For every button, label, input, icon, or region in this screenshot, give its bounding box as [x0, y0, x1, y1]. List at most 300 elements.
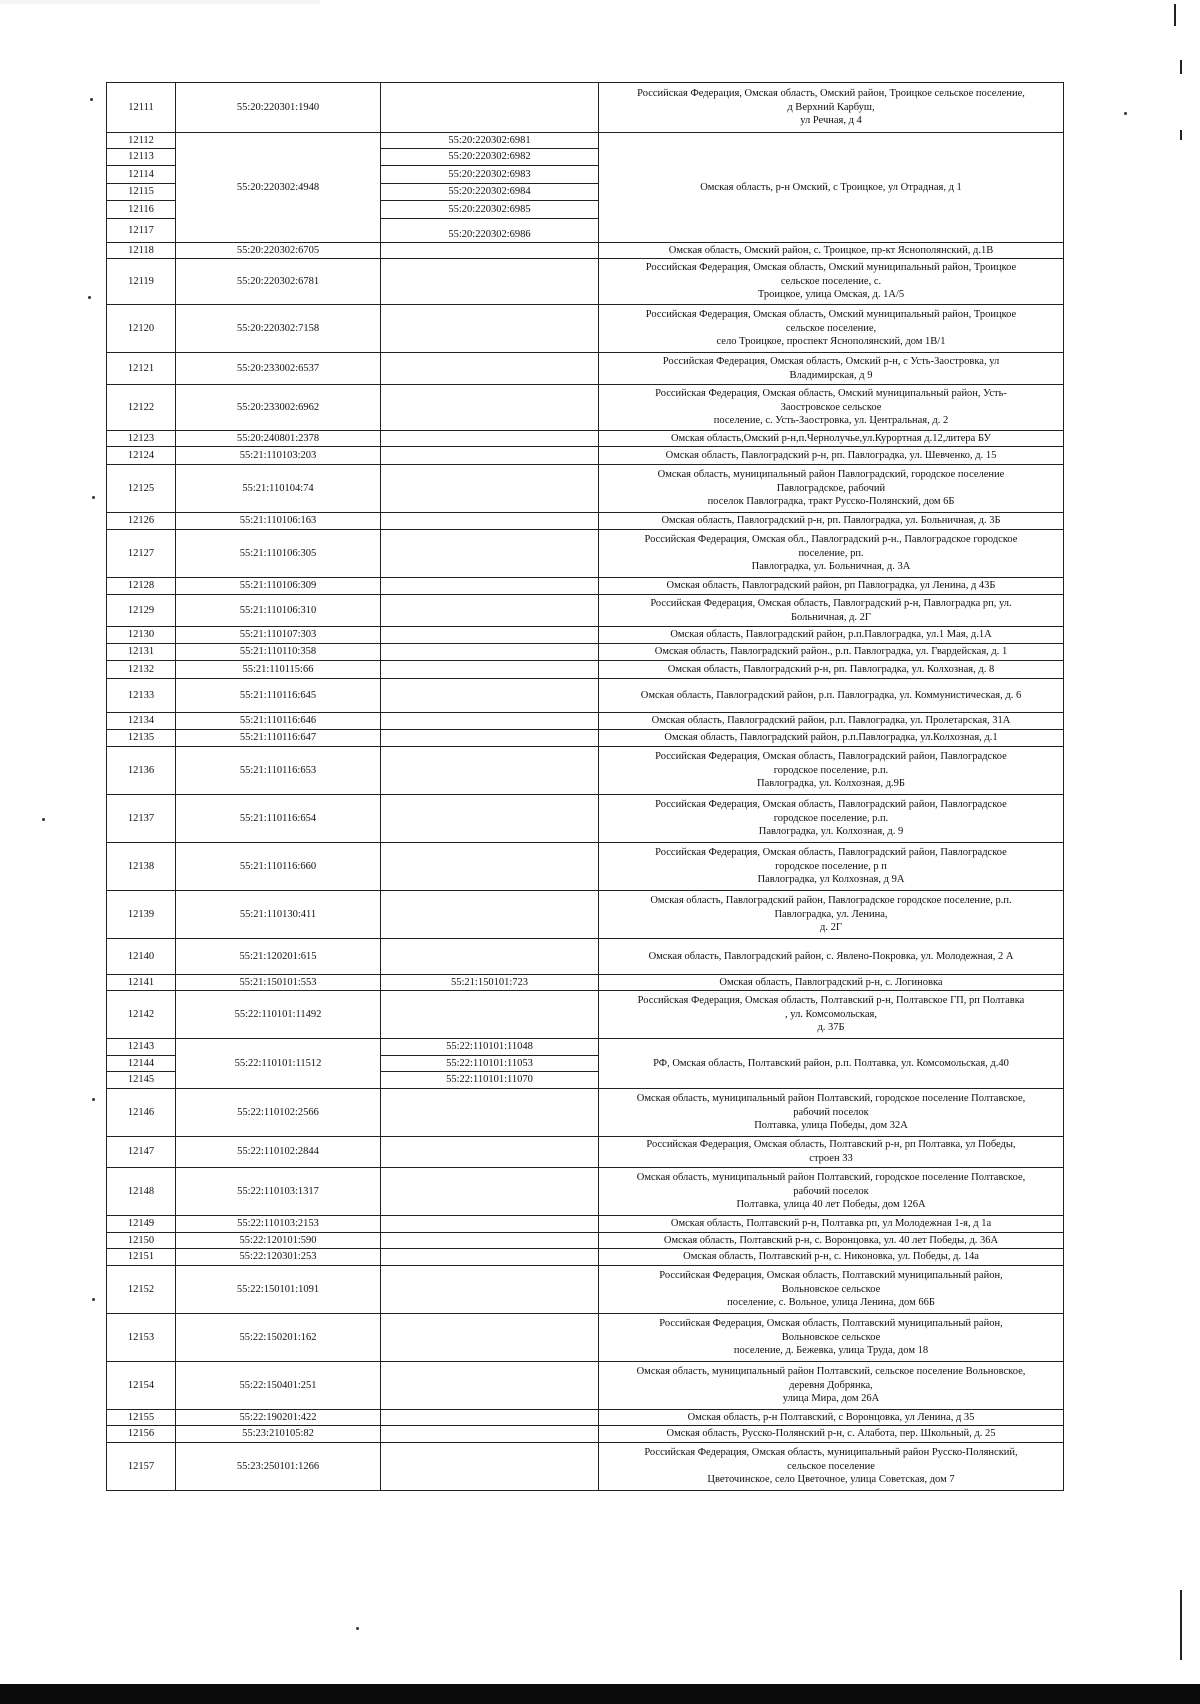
related-cadastral-number — [381, 991, 599, 1039]
table-row — [107, 1314, 1064, 1362]
cadastral-number: 55:21:110106:163 — [176, 513, 381, 530]
row-number: 12147 — [107, 1137, 176, 1168]
row-number: 12131 — [107, 644, 176, 661]
address-cell — [599, 83, 1064, 133]
row-number: 12143 — [107, 1039, 176, 1056]
address-cell — [599, 891, 1064, 939]
address-cell — [599, 1362, 1064, 1410]
cadastral-number: 55:21:110116:647 — [176, 730, 381, 747]
address-cell — [599, 843, 1064, 891]
cadastral-number: 55:23:250101:1266 — [176, 1443, 381, 1491]
address-line: Полтавка, улица 40 лет Победы, дом 126А — [736, 1199, 926, 1211]
address-line: Омская область, Павлоградский район, р.п. Павлоградка, ул. Коммунистическая, д. 6 — [640, 689, 1022, 701]
related-cadastral-number: 55:22:110101:11053 — [381, 1056, 599, 1072]
related-cadastral-number: 55:22:110101:11048 — [381, 1039, 599, 1056]
row-number: 12128 — [107, 578, 176, 595]
row-number: 12114 — [107, 166, 176, 184]
row-number: 12111 — [107, 83, 176, 133]
table-row — [107, 431, 1064, 447]
address-line: Омская область, Русско-Полянский р-н, с. Алабота, пер. Школьный, д. 25 — [666, 1428, 996, 1440]
table-row — [107, 939, 1064, 975]
related-cadastral-number — [381, 1137, 599, 1168]
table-row — [107, 578, 1064, 595]
row-number: 12157 — [107, 1443, 176, 1491]
address-cell — [599, 578, 1064, 595]
row-number: 12125 — [107, 465, 176, 513]
row-number: 12156 — [107, 1426, 176, 1443]
row-number: 12138 — [107, 843, 176, 891]
address-line: Российская Федерация, Омская обл., Павлоградский р-н., Павлоградское городское — [644, 534, 1018, 546]
related-cadastral-number: 55:20:220302:6983 — [381, 166, 599, 184]
row-number: 12118 — [107, 243, 176, 259]
table-row — [107, 975, 1064, 991]
cadastral-number: 55:21:110103:203 — [176, 447, 381, 465]
address-line: Омская область, Павлоградский район, рп Павлоградка, ул Ленина, д 43Б — [666, 580, 996, 592]
related-cadastral-number — [381, 1426, 599, 1443]
address-line: Омская область, Павлоградский район., р.п. Павлоградка, ул. Гвардейская, д. 1 — [654, 646, 1008, 658]
address-line: Российская Федерация, Омская область, Павлоградский р-н, Павлоградка рп, ул. — [650, 597, 1012, 609]
cadastral-number: 55:22:110102:2566 — [176, 1089, 381, 1137]
table-row — [107, 1089, 1064, 1137]
address-line: Российская Федерация, Омская область, Полтавский муниципальный район, — [659, 1318, 1003, 1330]
table-row — [107, 1039, 1064, 1056]
address-line: Омская область, Павлоградский район, р.п.Павлоградка, ул.Колхозная, д.1 — [664, 732, 998, 744]
table-row — [107, 679, 1064, 713]
table-row — [107, 1216, 1064, 1233]
cadastral-number: 55:22:150201:162 — [176, 1314, 381, 1362]
cadastral-number: 55:21:110106:305 — [176, 530, 381, 578]
address-line: поселение, с. Усть-Заостровка, ул. Центральная, д. 2 — [713, 415, 949, 427]
row-number: 12116 — [107, 201, 176, 219]
related-cadastral-number: 55:20:220302:6982 — [381, 149, 599, 166]
address-line: Российская Федерация, Омская область, Павлоградский район, Павлоградское — [655, 751, 1007, 763]
address-line: Российская Федерация, Омская область, Омский муниципальный район, Троицкое — [645, 262, 1017, 274]
address-cell — [599, 1249, 1064, 1266]
row-number: 12140 — [107, 939, 176, 975]
cadastral-number: 55:21:120201:615 — [176, 939, 381, 975]
table-row — [107, 730, 1064, 747]
row-number: 12126 — [107, 513, 176, 530]
table-row — [107, 133, 1064, 149]
address-line: Омская область, Полтавский р-н, Полтавка рп, ул Молодежная 1-я, д 1а — [670, 1218, 992, 1230]
row-number: 12133 — [107, 679, 176, 713]
related-cadastral-number — [381, 627, 599, 644]
address-cell — [599, 1314, 1064, 1362]
address-line: Омская область, р-н Полтавский, с Воронцовка, ул Ленина, д 35 — [687, 1411, 975, 1423]
related-cadastral-number — [381, 447, 599, 465]
address-line: Вольновское сельское — [781, 1331, 881, 1343]
address-line: Павлоградка, ул. Больничная, д. 3А — [751, 561, 911, 573]
table-row — [107, 713, 1064, 730]
address-cell — [599, 1039, 1064, 1089]
address-line: Павлоградское, рабочий — [776, 482, 886, 494]
table-row — [107, 465, 1064, 513]
address-cell — [599, 975, 1064, 991]
table-row — [107, 1426, 1064, 1443]
address-line: д. 2Г — [820, 922, 842, 934]
cadastral-number: 55:21:110106:309 — [176, 578, 381, 595]
table-row — [107, 795, 1064, 843]
row-number: 12135 — [107, 730, 176, 747]
address-cell — [599, 679, 1064, 713]
table-row — [107, 891, 1064, 939]
address-line: Омская область, Павлоградский район, с. Явлено-Покровка, ул. Молодежная, 2 А — [648, 950, 1014, 962]
related-cadastral-number — [381, 431, 599, 447]
address-line: , ул. Комсомольская, — [785, 1008, 877, 1020]
address-line: Заостровское сельское — [780, 401, 882, 413]
table-row — [107, 1137, 1064, 1168]
address-line: сельское поселение — [787, 1460, 875, 1472]
row-number: 12146 — [107, 1089, 176, 1137]
address-cell — [599, 353, 1064, 385]
address-line: Российская Федерация, Омская область, Омский район, Троицкое сельское поселение, — [637, 88, 1025, 100]
table-row — [107, 530, 1064, 578]
row-number: 12120 — [107, 305, 176, 353]
table-row — [107, 305, 1064, 353]
scan-bottom-edge — [0, 1684, 1200, 1704]
table-row — [107, 1410, 1064, 1426]
address-line: сельское поселение, с. — [780, 275, 882, 287]
address-line: Владимирская, д 9 — [789, 369, 873, 381]
address-line: Омская область, Полтавский р-н, с. Воронцовка, ул. 40 лет Победы, д. 36А — [663, 1234, 999, 1246]
address-line: Павлоградка, ул. Колхозная, д. 9 — [758, 826, 904, 838]
table-row — [107, 1443, 1064, 1491]
address-cell — [599, 939, 1064, 975]
address-line: Российская Федерация, Омская область, Полтавский р-н, Полтавское ГП, рп Полтавка — [637, 995, 1025, 1007]
address-cell — [599, 627, 1064, 644]
related-cadastral-number — [381, 1168, 599, 1216]
row-number: 12139 — [107, 891, 176, 939]
cadastral-number: 55:22:110102:2844 — [176, 1137, 381, 1168]
address-line: Омская область, Павлоградский р-н, рп. Павлоградка, ул. Больничная, д. 3Б — [661, 515, 1001, 527]
related-cadastral-number — [381, 891, 599, 939]
address-line: Омская область, Павлоградский р-н, рп. Павлоградка, ул. Шевченко, д. 15 — [665, 449, 997, 461]
cadastral-number: 55:20:220302:6705 — [176, 243, 381, 259]
address-cell — [599, 133, 1064, 243]
table-row — [107, 1168, 1064, 1216]
address-line: деревня Добрянка, — [789, 1379, 873, 1391]
cadastral-number: 55:23:210105:82 — [176, 1426, 381, 1443]
cadastral-number: 55:21:110116:654 — [176, 795, 381, 843]
address-line: Омская область, Полтавский р-н, с. Никоновка, ул. Победы, д. 14а — [683, 1251, 979, 1263]
cadastral-number: 55:22:110101:11492 — [176, 991, 381, 1039]
address-cell — [599, 243, 1064, 259]
address-line: Омская область,Омский р-н,п.Чернолучье,ул.Курортная д.12,литера БУ — [670, 432, 992, 444]
row-number: 12152 — [107, 1266, 176, 1314]
address-cell — [599, 1089, 1064, 1137]
address-line: Омская область, муниципальный район Полтавский, городское поселение Полтавское, — [636, 1172, 1026, 1184]
row-number: 12155 — [107, 1410, 176, 1426]
related-cadastral-number — [381, 243, 599, 259]
row-number: 12145 — [107, 1072, 176, 1089]
cadastral-number: 55:21:110116:645 — [176, 679, 381, 713]
cadastral-number: 55:22:190201:422 — [176, 1410, 381, 1426]
row-number: 12119 — [107, 259, 176, 305]
row-number: 12153 — [107, 1314, 176, 1362]
related-cadastral-number — [381, 595, 599, 627]
row-number: 12112 — [107, 133, 176, 149]
address-line: д. 37Б — [817, 1022, 845, 1034]
row-number: 12122 — [107, 385, 176, 431]
cadastral-table — [106, 82, 1064, 1491]
address-cell — [599, 530, 1064, 578]
cadastral-number: 55:22:150101:1091 — [176, 1266, 381, 1314]
cadastral-number: 55:21:110130:411 — [176, 891, 381, 939]
row-number: 12117 — [107, 219, 176, 243]
table-row — [107, 243, 1064, 259]
table-row — [107, 513, 1064, 530]
cadastral-number: 55:21:110104:74 — [176, 465, 381, 513]
table-row — [107, 747, 1064, 795]
related-cadastral-number — [381, 1249, 599, 1266]
address-line: поселение, с. Вольное, улица Ленина, дом 66Б — [727, 1297, 935, 1309]
address-line: Омская область, Омский район, с. Троицкое, пр-кт Яснополянский, д.1В — [668, 244, 994, 256]
address-cell — [599, 305, 1064, 353]
address-cell — [599, 1443, 1064, 1491]
scan-top-edge — [0, 0, 320, 4]
row-number: 12141 — [107, 975, 176, 991]
cadastral-number: 55:20:220302:7158 — [176, 305, 381, 353]
address-cell — [599, 1426, 1064, 1443]
cadastral-number: 55:20:220302:6781 — [176, 259, 381, 305]
related-cadastral-number — [381, 644, 599, 661]
cadastral-number: 55:22:150401:251 — [176, 1362, 381, 1410]
address-line: д Верхний Карбуш, — [787, 101, 875, 113]
table-row — [107, 1266, 1064, 1314]
address-line: Российская Федерация, Омская область, Омский муниципальный район, Троицкое — [645, 309, 1017, 321]
row-number: 12149 — [107, 1216, 176, 1233]
related-cadastral-number — [381, 795, 599, 843]
row-number: 12127 — [107, 530, 176, 578]
address-line: городское поселение, р.п. — [773, 764, 889, 776]
related-cadastral-number — [381, 513, 599, 530]
related-cadastral-number: 55:20:220302:6984 — [381, 184, 599, 201]
scan-edge-mark — [1174, 4, 1176, 26]
table-row — [107, 447, 1064, 465]
related-cadastral-number: 55:22:110101:11070 — [381, 1072, 599, 1089]
address-line: Российская Федерация, Омская область, Павлоградский район, Павлоградское — [655, 799, 1007, 811]
address-line: Павлоградка, ул. Колхозная, д.9Б — [757, 778, 905, 790]
address-line: поселение, рп. — [798, 547, 864, 559]
address-line: Павлоградка, ул. Ленина, — [774, 908, 888, 920]
address-cell — [599, 1216, 1064, 1233]
related-cadastral-number: 55:21:150101:723 — [381, 975, 599, 991]
table-row — [107, 259, 1064, 305]
cadastral-number: 55:20:220302:4948 — [176, 133, 381, 243]
address-cell — [599, 1233, 1064, 1249]
row-number: 12148 — [107, 1168, 176, 1216]
related-cadastral-number — [381, 1216, 599, 1233]
address-line: Омская область, муниципальный район Павлоградский, городское поселение — [657, 469, 1005, 481]
address-line: Троицкое, улица Омская, д. 1А/5 — [757, 289, 905, 301]
address-cell — [599, 730, 1064, 747]
cadastral-number: 55:21:110110:358 — [176, 644, 381, 661]
row-number: 12154 — [107, 1362, 176, 1410]
address-line: городское поселение, р.п. — [773, 812, 889, 824]
cadastral-number: 55:20:233002:6962 — [176, 385, 381, 431]
row-number: 12150 — [107, 1233, 176, 1249]
table-row — [107, 991, 1064, 1039]
address-cell — [599, 1410, 1064, 1426]
address-line: ул Речная, д 4 — [800, 115, 862, 127]
row-number: 12132 — [107, 661, 176, 679]
cadastral-number: 55:21:110116:660 — [176, 843, 381, 891]
related-cadastral-number — [381, 1314, 599, 1362]
address-cell — [599, 1168, 1064, 1216]
address-cell — [599, 644, 1064, 661]
table-row — [107, 385, 1064, 431]
row-number: 12136 — [107, 747, 176, 795]
cadastral-number: 55:22:120101:590 — [176, 1233, 381, 1249]
table-row — [107, 644, 1064, 661]
related-cadastral-number — [381, 83, 599, 133]
table-row — [107, 843, 1064, 891]
cadastral-number: 55:22:110101:11512 — [176, 1039, 381, 1089]
table-row — [107, 627, 1064, 644]
table-row — [107, 595, 1064, 627]
row-number: 12137 — [107, 795, 176, 843]
table-row — [107, 353, 1064, 385]
related-cadastral-number — [381, 259, 599, 305]
related-cadastral-number — [381, 1089, 599, 1137]
address-cell — [599, 661, 1064, 679]
related-cadastral-number — [381, 679, 599, 713]
address-line: городское поселение, р п — [775, 860, 887, 872]
address-line: рабочий поселок — [793, 1185, 869, 1197]
address-cell — [599, 447, 1064, 465]
address-line: село Троицкое, проспект Яснополянский, дом 1В/1 — [716, 336, 946, 348]
address-cell — [599, 259, 1064, 305]
address-line: Вольновское сельское — [781, 1283, 881, 1295]
address-cell — [599, 595, 1064, 627]
cadastral-number: 55:21:110115:66 — [176, 661, 381, 679]
cadastral-number: 55:22:110103:1317 — [176, 1168, 381, 1216]
related-cadastral-number — [381, 465, 599, 513]
address-line: поселение, д. Бежевка, улица Труда, дом 18 — [733, 1345, 929, 1357]
address-line: Российская Федерация, Омская область, Полтавский муниципальный район, — [659, 1270, 1003, 1282]
cadastral-number: 55:20:240801:2378 — [176, 431, 381, 447]
address-line: Российская Федерация, Омская область, Омский муниципальный район, Усть- — [655, 388, 1007, 400]
table-row — [107, 1362, 1064, 1410]
address-line: Омская область, Павлоградский район, р.п.Павлоградка, ул.1 Мая, д.1А — [670, 629, 992, 641]
row-number: 12134 — [107, 713, 176, 730]
related-cadastral-number — [381, 843, 599, 891]
address-line: Цветочинское, село Цветочное, улица Советская, дом 7 — [707, 1474, 955, 1486]
related-cadastral-number — [381, 353, 599, 385]
scan-speck — [88, 296, 91, 299]
address-line: Омская область, муниципальный район Полтавский, сельское поселение Вольновское, — [636, 1366, 1026, 1378]
related-cadastral-number — [381, 578, 599, 595]
related-cadastral-number — [381, 661, 599, 679]
related-cadastral-number — [381, 1362, 599, 1410]
scan-speck — [92, 496, 95, 499]
related-cadastral-number — [381, 530, 599, 578]
cadastral-number: 55:21:150101:553 — [176, 975, 381, 991]
address-line: Российская Федерация, Омская область, Павлоградский район, Павлоградское — [655, 847, 1007, 859]
address-cell — [599, 1137, 1064, 1168]
address-cell — [599, 747, 1064, 795]
address-line: строен 33 — [809, 1153, 853, 1164]
cadastral-number: 55:21:110107:303 — [176, 627, 381, 644]
scan-speck — [1124, 112, 1127, 115]
scan-edge-mark — [1180, 130, 1182, 140]
table-row — [107, 83, 1064, 133]
cadastral-number: 55:22:110103:2153 — [176, 1216, 381, 1233]
address-line: Павлоградка, ул Колхозная, д 9А — [757, 874, 905, 886]
address-line: рабочий поселок — [793, 1106, 869, 1118]
scan-speck — [92, 1098, 95, 1101]
related-cadastral-number: 55:20:220302:6986 — [381, 219, 599, 243]
row-number: 12113 — [107, 149, 176, 166]
table-row — [107, 1249, 1064, 1266]
address-line: Российская Федерация, Омская область, Полтавский р-н, рп Полтавка, ул Победы, — [646, 1139, 1016, 1151]
table-row — [107, 661, 1064, 679]
related-cadastral-number — [381, 385, 599, 431]
address-line: Омская область, Павлоградский р-н, с. Логиновка — [719, 976, 943, 988]
address-line: Омская область, Павлоградский район, Павлоградское городское поселение, р.п. — [650, 895, 1012, 907]
cadastral-number: 55:20:233002:6537 — [176, 353, 381, 385]
related-cadastral-number — [381, 1443, 599, 1491]
cadastral-number: 55:22:120301:253 — [176, 1249, 381, 1266]
address-line: Российская Федерация, Омская область, Омский р-н, с Усть-Заостровка, ул — [662, 355, 1000, 367]
related-cadastral-number — [381, 1266, 599, 1314]
row-number: 12121 — [107, 353, 176, 385]
address-cell — [599, 465, 1064, 513]
address-cell — [599, 385, 1064, 431]
row-number: 12129 — [107, 595, 176, 627]
row-number: 12123 — [107, 431, 176, 447]
row-number: 12144 — [107, 1056, 176, 1072]
related-cadastral-number — [381, 305, 599, 353]
scan-speck — [42, 818, 45, 821]
scan-speck — [92, 1298, 95, 1301]
address-line: Омская область, Павлоградский р-н, рп. Павлоградка, ул. Колхозная, д. 8 — [667, 663, 995, 675]
table-row — [107, 1233, 1064, 1249]
address-line: улица Мира, дом 26А — [782, 1393, 880, 1405]
related-cadastral-number — [381, 939, 599, 975]
address-line: Омская область, Павлоградский район, р.п. Павлоградка, ул. Пролетарская, 31А — [651, 715, 1011, 727]
scan-edge-mark — [1180, 60, 1182, 74]
related-cadastral-number — [381, 747, 599, 795]
row-number: 12151 — [107, 1249, 176, 1266]
row-number: 12130 — [107, 627, 176, 644]
address-line: Омская область, муниципальный район Полтавский, городское поселение Полтавское, — [636, 1093, 1026, 1105]
address-line: поселок Павлоградка, тракт Русско-Полянский, дом 6Б — [707, 496, 955, 508]
row-number: 12124 — [107, 447, 176, 465]
related-cadastral-number: 55:20:220302:6985 — [381, 201, 599, 219]
row-number: 12115 — [107, 184, 176, 201]
scan-edge-mark — [1180, 1590, 1182, 1660]
scan-speck — [356, 1627, 359, 1630]
address-line: Омская область, р-н Омский, с Троицкое, ул Отрадная, д 1 — [700, 181, 962, 193]
address-cell — [599, 713, 1064, 730]
cadastral-number: 55:21:110106:310 — [176, 595, 381, 627]
scan-speck — [90, 98, 93, 101]
related-cadastral-number: 55:20:220302:6981 — [381, 133, 599, 149]
related-cadastral-number — [381, 713, 599, 730]
address-line: РФ, Омская область, Полтавский район, р.п. Полтавка, ул. Комсомольская, д.40 — [653, 1057, 1009, 1069]
row-number: 12142 — [107, 991, 176, 1039]
address-cell — [599, 1266, 1064, 1314]
address-line: сельское поселение, — [785, 322, 877, 334]
address-line: Полтавка, улица Победы, дом 32А — [754, 1120, 908, 1132]
address-cell — [599, 431, 1064, 447]
address-line: Российская Федерация, Омская область, муниципальный район Русско-Полянский, — [644, 1447, 1018, 1459]
address-cell — [599, 991, 1064, 1039]
address-cell — [599, 513, 1064, 530]
related-cadastral-number — [381, 730, 599, 747]
address-cell — [599, 795, 1064, 843]
